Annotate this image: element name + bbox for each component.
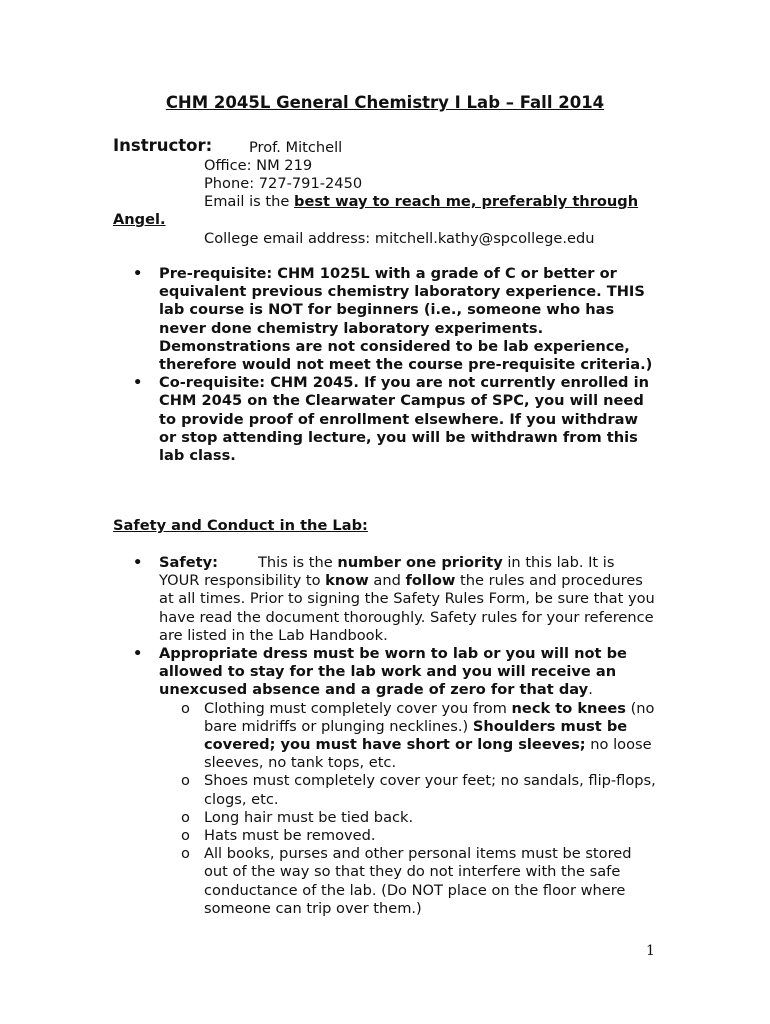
sub-item-hair <box>159 809 659 827</box>
clothing-neck-knees: neck to knees <box>511 699 626 717</box>
safety-list <box>0 554 770 918</box>
instructor-name: Prof. Mitchell <box>249 139 343 156</box>
college-email: College email address: mitchell.kathy@spcollege.edu <box>204 230 595 247</box>
safety-text-1: This is the <box>258 554 338 571</box>
list-item-dress-code <box>0 645 659 918</box>
circle-bullet-icon: o <box>181 808 190 826</box>
safety-text-4: the rules and procedures at all times. Prior to signing the Safety Rules Form, be sure that you have read the document thoroughly. Safety rules for your reference are listed in the Lab Handbook. <box>159 572 655 644</box>
safety-follow: follow <box>405 572 456 590</box>
bullet-icon: • <box>133 374 143 392</box>
bullet-icon: • <box>133 265 143 282</box>
sub-item-shoes <box>159 772 659 808</box>
bullet-icon: • <box>133 554 143 571</box>
clothing-text-1: Clothing must completely cover you from <box>204 699 512 717</box>
list-item-corequisite <box>0 374 659 465</box>
clothing-text-2: (no bare midriffs or plunging necklines.) <box>204 699 655 735</box>
document-title: CHM 2045L General Chemistry I Lab – Fall 2014 <box>165 93 605 112</box>
instructor-phone: Phone: 727-791-2450 <box>204 175 363 192</box>
safety-text-3: and <box>368 572 406 590</box>
instructor-office: Office: NM 219 <box>204 157 313 174</box>
circle-bullet-icon: o <box>181 772 190 790</box>
hats-text: Hats must be removed. <box>204 827 376 845</box>
clothing-shoulders: Shoulders must be covered; you must have short or long sleeves; <box>204 717 628 754</box>
dress-code-text: Appropriate dress must be worn to lab or you will not be allowed to stay for the lab work and you will receive an unexcused absence and a grade of zero for that day <box>159 645 627 699</box>
circle-bullet-icon: o <box>181 845 190 863</box>
corequisite-text: Co-requisite: CHM 2045. If you are not currently enrolled in CHM 2045 on the Clearwater Campus of SPC, you will need to provide proof of enrollment elsewhere. If you withdraw or stop attending lecture, you will be withdrawn from this lab class. <box>159 374 649 465</box>
instructor-email-line <box>204 193 638 211</box>
safety-text-2: in this lab. It is YOUR responsibility to <box>159 554 615 590</box>
safety-know: know <box>325 572 369 590</box>
safety-section-heading: Safety and Conduct in the Lab: <box>113 517 368 534</box>
hair-text: Long hair must be tied back. <box>204 808 414 826</box>
shoes-text: Shoes must completely cover your feet; no sandals, flip-flops, clogs, etc. <box>204 772 656 808</box>
email-prefix: Email is the <box>204 193 295 210</box>
list-item-safety <box>0 554 659 645</box>
dress-code-end: . <box>588 681 593 699</box>
circle-bullet-icon: o <box>181 699 190 717</box>
safety-label: Safety: <box>159 554 218 571</box>
page-number: 1 <box>646 943 655 959</box>
circle-bullet-icon: o <box>181 827 190 845</box>
clothing-text-3: no loose sleeves, no tank tops, etc. <box>204 736 652 772</box>
sub-item-hats <box>159 827 659 845</box>
list-item-prerequisite <box>0 265 659 374</box>
requisites-list <box>0 265 770 465</box>
safety-priority: number one priority <box>337 554 503 571</box>
sub-item-personal-items <box>159 845 659 918</box>
bullet-icon: • <box>133 645 143 663</box>
instructor-label: Instructor: <box>113 136 213 155</box>
email-emphasis: best way to reach me, preferably through <box>294 193 639 210</box>
email-emphasis-continued: Angel. <box>113 211 166 228</box>
personal-items-text: All books, purses and other personal items must be stored out of the way so that they do not interfere with the safe conductance of the lab. (Do NOT place on the floor where someone can trip over them.) <box>204 845 632 917</box>
prerequisite-text: Pre-requisite: CHM 1025L with a grade of C or better or equivalent previous chemistry laboratory experience. THIS lab course is NOT for beginners (i.e., someone who has never done chemistry laboratory experiments. Demonstrations are not considered to be lab experience, therefore would not meet the course pre-requisite criteria.) <box>159 265 653 374</box>
sub-item-clothing <box>159 700 659 773</box>
dress-code-sublist <box>159 700 659 918</box>
